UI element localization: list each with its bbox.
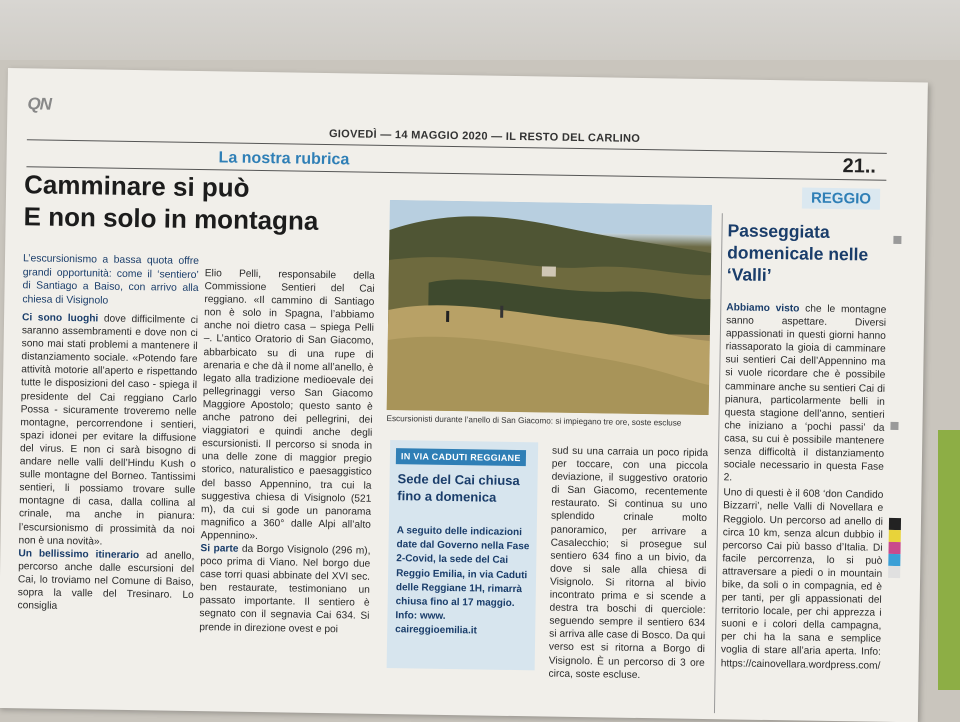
photo-caption: Escursionisti durante l’anello di San Giacomo: si impiegano tre ore, soste escluse [386,413,682,428]
info-sidebar [387,440,539,670]
headline-line-1: Camminare si può [23,169,250,203]
paragraph-lead: Si parte [200,543,239,555]
green-cloth [938,430,960,690]
paragraph-text: dove difficilmente ci saranno assembramenti e dove non ci sono mai stati problemi a mantenere il distanziamento sociale. «Potendo fare attività motorie all’aperto e rispettando tutte le disposizioni del caso - spiega il presidente del Cai reggiano Carlo Possa - sicuramente troveremo nelle montagne, percorrendone i sentieri, spazi idonei per evitare la diffusione del virus. E non ci sarà bisogno di andare nelle valli dell’Hindu Kush o sulle montagne del Borneo. Tantissimi sentieri, li possiamo trovare sulle montagne di casa, dalla collina al crinale, ma anche in pianura: l’escursionismo di prossimità da noi non è una novità». [18,313,199,548]
paragraph-text: da Borgo Visignolo (296 m), poco prima di Viano. Nel borgo due case torri quasi abbinate del XVI sec. ben restaurate, testimoniano un passato importante. Il sentiero è segnato con il segnavia Cai 634. Si prende in direzione ovest e poi [199,543,371,635]
hikers-photo [387,200,712,415]
registration-swatch [889,530,901,542]
article-paragraph [18,311,198,549]
margin-mark [890,422,898,430]
color-registration-marks [888,518,901,578]
registration-swatch [888,542,900,554]
article-paragraph [17,547,194,615]
landscape-illustration [387,200,712,415]
paragraph-lead: Abbiamo visto [726,302,800,315]
paragraph-lead: Ci sono luoghi [21,312,99,325]
article-paragraph: Elio Pelli, responsabile della Commissione Sentieri del Cai reggiano. «Il cammino di Santiago non è solo in Spagna, l’abbiamo anche noi dietro casa – spiega Pelli –. L’antico Oratorio di San Giacomo, abbarbicato su di una rupe di arenaria e che dà il nome all’anello, è legato alla tradizione medioevale dei pellegrinaggi verso San Giacomo Maggiore Apostolo; questo santo è anche patrono dei pellegrini, dei viaggiatori e quindi anche degli escursionisti. Il percorso si snoda in una delle zone di maggior pregio storico, naturalistico e paesaggistico del basso Appennino, tra cui la suggestiva chiesa di Visignolo (521 m), da cui si gode un panorama magnifico a 360° dalle Alpi all’alto Appennino». [200,268,375,542]
article-subhead: L’escursionismo a bassa quota offre grandi opportunità: come il ‘sentiero’ di Santiago a Baiso, con arrivo alla chiesa di Visignolo [22,253,200,307]
article-column-3: sud su una carraia un poco ripida per toccare, con una piccola deviazione, il suggestivo oratorio di San Giacomo, recentemente restaurato. Si continua su uno splendido crinale molto panoramico, per arrivare a Casalecchio; si prosegue sul sentiero 634 fino a un bivio, da dove si sale alla chiesa di Visignolo. Si ritorna al bivio incontrato prima e si scende a destra tra boschi di querciole: seguendo sempre il sentiero 634 si arriva alle case di Bosco. Da qui verso est si ritorna a Borgo di Visignolo. È un percorso di 3 ore circa, soste escluse. [548,445,709,681]
paragraph-text: che le montagne sanno aspettare. Diversi appassionati in questi giorni hanno riassaporato la gioia di camminare sui sentieri Cai dell’Appennino ma si vuole ricordare che è possibile camminare anche su sentieri Cai di pianura, particolarmente belli in questa stagione dell’anno, sentieri che iniziano a ‘pochi passi’ da casa, su cui è possibile mantenere senza difficoltà il distanziamento sociale necessario in questa Fase 2. [723,303,887,484]
newspaper-page [0,68,928,722]
section-label: La nostra rubrica [218,149,350,169]
article-paragraph [724,301,887,487]
sidebar-tag: IN VIA CADUTI REGGIANE [396,448,526,466]
margin-mark [893,236,901,244]
masthead: GIOVEDÌ — 14 MAGGIO 2020 — IL RESTO DEL CARLINO [328,128,641,145]
right-article-body [721,301,887,672]
article-paragraph [199,542,370,636]
right-article-title: Passeggiata domenicale nelle ‘Valli’ [726,220,869,286]
registration-swatch [888,566,900,578]
paragraph-text: ad anello, percorso anche dalle escursioni del Cai, lo troviamo nel Comune di Baiso, sopra la valle del Tresinaro. Lo consiglia [17,549,195,612]
city-badge: REGGIO [802,187,880,209]
main-headline [23,168,319,237]
sidebar-title: Sede del Cai chiusa fino a domenica [397,471,520,505]
registration-swatch [888,554,900,566]
page-number: 21.. [842,155,877,178]
article-column-1 [17,252,199,615]
background-surface [0,0,960,60]
article-column-2 [199,267,375,636]
qn-logo: QN [27,94,52,114]
sidebar-text: A seguito delle indicazioni date dal Governo nella Fase 2-Covid, la sede del Cai Reggio Emilia, in via Caduti delle Reggiane 1H, rimarrà chiusa fino al 17 maggio. Info: www. caireggioemilia.it [395,525,530,637]
registration-swatch [889,518,901,530]
headline-line-2: E non solo in montagna [23,201,319,236]
article-paragraph: Uno di questi è il 608 ‘don Candido Bizzarri’, nelle Valli di Novellara e Reggiolo. Un percorso ad anello di circa 10 km, senza alcun dubbio il percorso Cai più basso d’Italia. Di facile percorrenza, lo si può attraversare a piedi o in mountain bike, da soli o in compagnia, ed è per tanti, per gli appassionati del territorio locale, per chi apprezza i suoni e i colori della campagna, per chi ha la sana e semplice voglia di stare all’aria aperta. Info: https://cainovellara.wordpress.com/ [720,487,884,672]
paragraph-lead: Un bellissimo itinerario [18,547,140,561]
